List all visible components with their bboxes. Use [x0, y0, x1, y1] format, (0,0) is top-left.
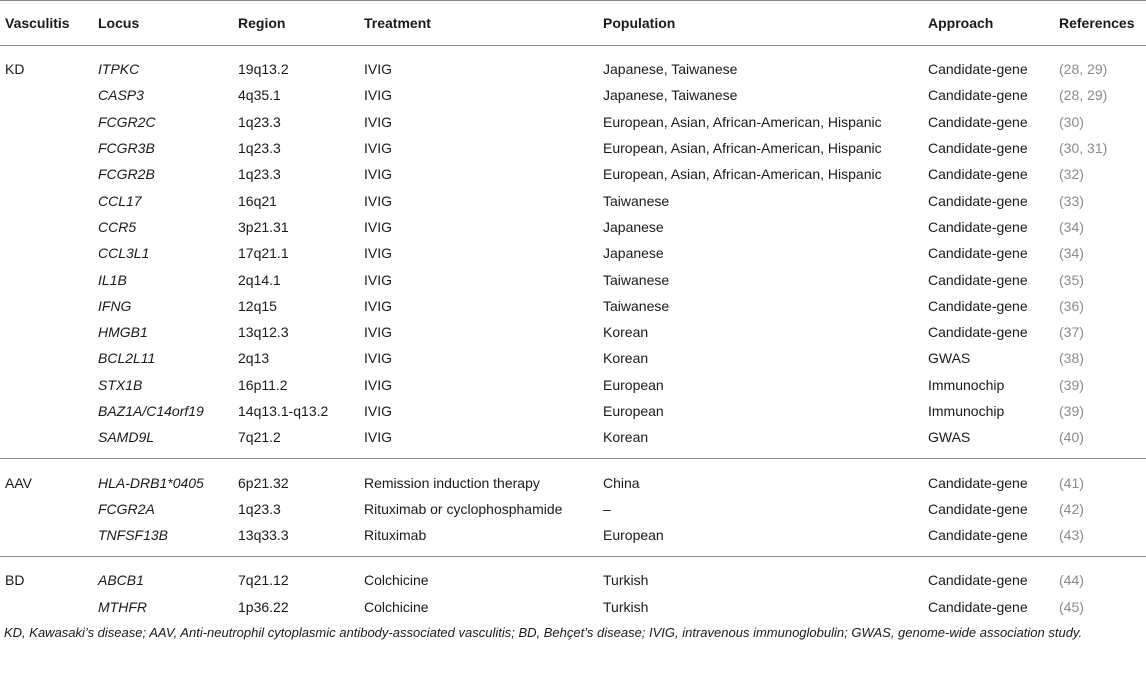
locus-cell: FCGR2C — [98, 113, 156, 130]
references-cell: (33) — [1059, 192, 1084, 209]
treatment-cell: IVIG — [364, 424, 603, 459]
approach-cell: Candidate-gene — [928, 271, 1028, 288]
reference-link[interactable]: 28 — [1063, 61, 1080, 78]
approach-cell: Candidate-gene — [928, 522, 1059, 557]
population-cell: European, Asian, African-American, Hispanic — [603, 166, 882, 183]
locus-cell: CASP3 — [98, 87, 144, 104]
table-row — [0, 459, 1146, 496]
approach-cell: Candidate-gene — [928, 245, 1028, 262]
approach-cell: Candidate-gene — [928, 572, 1028, 589]
population-cell: Japanese, Taiwanese — [603, 61, 738, 78]
region-cell: 16q21 — [238, 192, 277, 209]
treatment-cell: IVIG — [364, 350, 393, 367]
region-cell: 13q12.3 — [238, 324, 289, 341]
table-row — [0, 372, 1146, 398]
table-row — [0, 109, 1146, 135]
reference-link[interactable]: 39 — [1063, 403, 1080, 419]
table-row — [0, 424, 1146, 459]
reference-link[interactable]: 29 — [1087, 87, 1103, 104]
header-references: References — [1059, 1, 1146, 46]
approach-cell: Candidate-gene — [928, 140, 1028, 157]
region-cell: 19q13.2 — [238, 61, 289, 78]
references-cell: (45) — [1059, 598, 1084, 615]
references-cell: (44) — [1059, 572, 1084, 589]
vasculitis-cell — [0, 522, 98, 557]
region-cell: 1q23.3 — [238, 500, 281, 517]
approach-cell: Candidate-gene — [928, 598, 1028, 615]
header-vasculitis: Vasculitis — [0, 1, 98, 46]
approach-cell: Candidate-gene — [928, 61, 1028, 78]
table-row — [0, 46, 1146, 83]
population-cell: Taiwanese — [603, 271, 670, 288]
reference-link[interactable]: 36 — [1063, 297, 1080, 314]
vasculitis-cell: BD — [5, 572, 25, 589]
approach-cell: GWAS — [928, 424, 1059, 459]
vasculitis-cell — [0, 109, 98, 135]
vasculitis-cell — [0, 345, 98, 371]
vasculitis-cell — [0, 214, 98, 240]
treatment-cell: IVIG — [364, 324, 393, 341]
vasculitis-cell — [0, 424, 98, 459]
region-cell: 1q23.3 — [238, 113, 281, 130]
vasculitis-cell — [0, 293, 98, 319]
treatment-cell: Rituximab — [364, 522, 603, 557]
vasculitis-cell — [0, 398, 98, 424]
vasculitis-cell: AAV — [5, 474, 32, 491]
header-treatment: Treatment — [364, 1, 603, 46]
reference-link[interactable]: 38 — [1063, 350, 1080, 367]
reference-link[interactable]: 30 — [1063, 113, 1080, 130]
population-cell: Japanese — [603, 218, 664, 235]
region-cell: 7q21.12 — [238, 572, 289, 589]
approach-cell: Candidate-gene — [928, 87, 1028, 104]
reference-link[interactable]: 34 — [1063, 218, 1080, 235]
references-cell: (39) — [1059, 376, 1084, 393]
population-cell: Korean — [603, 350, 649, 367]
reference-link[interactable]: 33 — [1063, 192, 1080, 209]
references-cell: (37) — [1059, 324, 1084, 341]
region-cell: 3p21.31 — [238, 218, 289, 235]
reference-link[interactable]: 45 — [1063, 598, 1080, 615]
region-cell: 2q13 — [238, 350, 270, 367]
table-body — [0, 46, 1146, 628]
region-cell: 1q23.3 — [238, 140, 281, 157]
treatment-cell: IVIG — [364, 297, 393, 314]
references-cell: (40) — [1059, 424, 1146, 459]
locus-cell: ITPKC — [98, 61, 140, 78]
reference-link[interactable]: 41 — [1063, 474, 1080, 491]
references-cell: (38) — [1059, 350, 1084, 367]
references-cell: (28, 29) — [1059, 61, 1108, 78]
approach-cell: Candidate-gene — [928, 500, 1028, 517]
approach-cell: Candidate-gene — [928, 324, 1028, 341]
approach-cell: Candidate-gene — [928, 297, 1028, 314]
treatment-cell: IVIG — [364, 192, 393, 209]
references-cell: (30, 31) — [1059, 140, 1108, 157]
population-cell: European — [603, 376, 664, 393]
table-row — [0, 135, 1146, 161]
locus-cell: HMGB1 — [98, 324, 148, 341]
population-cell: Japanese — [603, 245, 664, 262]
references-cell: (39) — [1059, 403, 1084, 419]
vasculitis-cell — [0, 82, 98, 108]
header-locus: Locus — [98, 1, 238, 46]
approach-cell: Candidate-gene — [928, 192, 1028, 209]
treatment-cell: Colchicine — [364, 572, 429, 589]
references-cell: (41) — [1059, 474, 1084, 491]
references-cell: (34) — [1059, 218, 1084, 235]
reference-link[interactable]: 35 — [1063, 271, 1080, 288]
population-cell: – — [603, 500, 611, 517]
header-population: Population — [603, 1, 928, 46]
population-cell: Japanese, Taiwanese — [603, 87, 738, 104]
treatment-cell: IVIG — [364, 113, 393, 130]
vasculitis-cell — [0, 240, 98, 266]
region-cell: 16p11.2 — [238, 376, 288, 393]
table-row — [0, 557, 1146, 594]
reference-link[interactable]: 44 — [1063, 572, 1080, 589]
locus-cell: SAMD9L — [98, 424, 238, 459]
table-row — [0, 187, 1146, 213]
vasculitis-cell — [0, 496, 98, 522]
reference-link[interactable]: 43 — [1063, 527, 1080, 544]
approach-cell: Candidate-gene — [928, 113, 1028, 130]
reference-link[interactable]: 31 — [1087, 140, 1103, 157]
references-cell: (36) — [1059, 297, 1084, 314]
region-cell: 1p36.22 — [238, 598, 289, 615]
locus-cell: CCL3L1 — [98, 245, 150, 262]
vasculitis-cell — [0, 135, 98, 161]
table-row — [0, 266, 1146, 292]
treatment-cell: IVIG — [364, 271, 393, 288]
region-cell: 4q35.1 — [238, 87, 281, 104]
treatment-cell: IVIG — [364, 140, 393, 157]
treatment-cell: IVIG — [364, 61, 393, 78]
header-region: Region — [238, 1, 364, 46]
treatment-cell: IVIG — [364, 87, 393, 104]
references-cell: (28, 29) — [1059, 87, 1108, 104]
population-cell: European, Asian, African-American, Hispanic — [603, 140, 882, 157]
table-row — [0, 496, 1146, 522]
region-cell: 2q14.1 — [238, 271, 281, 288]
table-row — [0, 240, 1146, 266]
population-cell: Taiwanese — [603, 192, 670, 209]
locus-cell: BCL2L11 — [98, 350, 156, 367]
references-cell: (34) — [1059, 245, 1084, 262]
locus-cell: FCGR2B — [98, 166, 155, 183]
locus-cell: MTHFR — [98, 598, 147, 615]
reference-link[interactable]: 37 — [1063, 324, 1080, 341]
locus-cell: IL1B — [98, 271, 127, 288]
reference-link[interactable]: 29 — [1087, 61, 1103, 78]
region-cell: 6p21.32 — [238, 474, 289, 491]
references-cell: (32) — [1059, 166, 1084, 183]
treatment-cell: IVIG — [364, 166, 393, 183]
table-row — [0, 82, 1146, 108]
treatment-cell: IVIG — [364, 403, 393, 419]
population-cell: China — [603, 474, 640, 491]
references-cell: (42) — [1059, 500, 1084, 517]
table-row — [0, 214, 1146, 240]
vasculitis-cell — [0, 266, 98, 292]
population-cell: Korean — [603, 324, 649, 341]
treatment-cell: IVIG — [364, 218, 393, 235]
header-row — [0, 1, 1146, 46]
reference-link[interactable]: 39 — [1063, 376, 1080, 393]
approach-cell: Immunochip — [928, 376, 1005, 393]
vasculitis-cell — [0, 187, 98, 213]
table-row — [0, 345, 1146, 371]
vasculitis-cell: KD — [5, 61, 25, 78]
treatment-cell: IVIG — [364, 376, 393, 393]
reference-link[interactable]: 40 — [1063, 429, 1080, 446]
region-cell: 17q21.1 — [238, 245, 289, 262]
treatment-cell: Rituximab or cyclophosphamide — [364, 500, 563, 517]
population-cell: Turkish — [603, 598, 649, 615]
population-cell: European — [603, 403, 664, 419]
treatment-cell: Colchicine — [364, 598, 429, 615]
references-cell: (35) — [1059, 271, 1084, 288]
references-cell: (30) — [1059, 113, 1084, 130]
locus-cell: CCL17 — [98, 192, 142, 209]
vasculitis-cell — [0, 319, 98, 345]
approach-cell: Immunochip — [928, 403, 1005, 419]
region-cell: 7q21.2 — [238, 424, 364, 459]
treatment-cell: Remission induction therapy — [364, 474, 540, 491]
header-approach: Approach — [928, 1, 1059, 46]
vasculitis-cell — [0, 372, 98, 398]
table-footnote: KD, Kawasaki’s disease; AAV, Anti-neutrophil cytoplasmic antibody-associated vasculitis; BD, Behçet’s disease; IVIG, intravenous immunoglobulin; GWAS, genome-wide association study. — [4, 625, 1083, 640]
references-cell: (43) — [1059, 522, 1146, 557]
table-row — [0, 161, 1146, 187]
locus-cell: IFNG — [98, 297, 132, 314]
region-cell: 12q15 — [238, 297, 277, 314]
approach-cell: Candidate-gene — [928, 474, 1028, 491]
vasculitis-cell — [0, 161, 98, 187]
reference-link[interactable]: 28 — [1063, 87, 1080, 104]
population-cell: Korean — [603, 424, 928, 459]
population-cell: European — [603, 522, 928, 557]
table-row — [0, 398, 1146, 424]
table-row — [0, 319, 1146, 345]
locus-cell: BAZ1A/C14orf19 — [98, 403, 204, 419]
locus-cell: FCGR3B — [98, 140, 155, 157]
locus-cell: STX1B — [98, 376, 143, 393]
reference-link[interactable]: 32 — [1063, 166, 1080, 183]
locus-cell: HLA-DRB1*0405 — [98, 474, 204, 491]
population-cell: Taiwanese — [603, 297, 670, 314]
locus-cell: ABCB1 — [98, 572, 144, 589]
locus-cell: TNFSF13B — [98, 522, 238, 557]
region-cell: 1q23.3 — [238, 166, 281, 183]
locus-cell: CCR5 — [98, 218, 137, 235]
approach-cell: GWAS — [928, 350, 971, 367]
approach-cell: Candidate-gene — [928, 166, 1028, 183]
treatment-cell: IVIG — [364, 245, 393, 262]
reference-link[interactable]: 34 — [1063, 245, 1080, 262]
region-cell: 14q13.1-q13.2 — [238, 403, 329, 419]
table-row — [0, 522, 1146, 557]
approach-cell: Candidate-gene — [928, 218, 1028, 235]
population-cell: Turkish — [603, 572, 649, 589]
locus-cell: FCGR2A — [98, 500, 155, 517]
population-cell: European, Asian, African-American, Hispanic — [603, 113, 882, 130]
reference-link[interactable]: 30 — [1063, 140, 1080, 157]
region-cell: 13q33.3 — [238, 522, 364, 557]
reference-link[interactable]: 42 — [1063, 500, 1080, 517]
table-row — [0, 293, 1146, 319]
